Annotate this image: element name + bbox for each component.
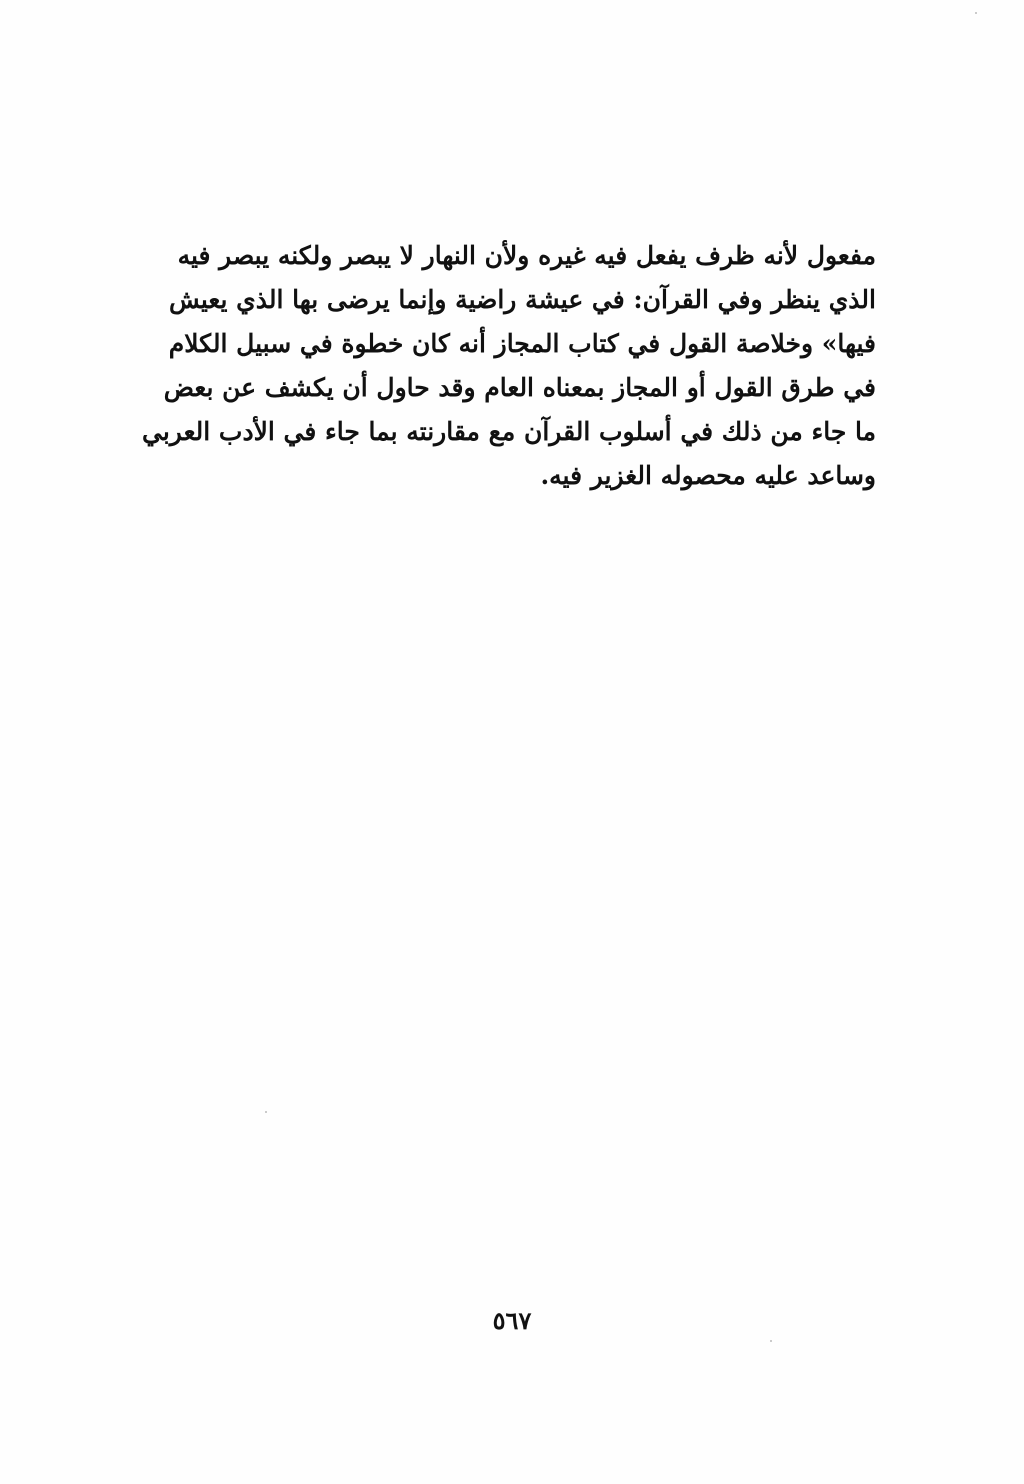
body-line-4: في طرق القول أو المجاز بمعناه العام وقد حاول أن يكشف عن بعض — [163, 373, 876, 402]
body-line-6: وساعد عليه محصوله الغزير فيه. — [540, 461, 876, 490]
body-line-2: الذي ينظر وفي القرآن: في عيشة راضية وإنما يرضى بها الذي يعيش — [169, 285, 876, 314]
scan-speck — [770, 1340, 772, 1342]
body-text — [142, 234, 876, 498]
scan-speck — [975, 12, 977, 14]
body-line-3: فيها» وخلاصة القول في كتاب المجاز أنه كان خطوة في سبيل الكلام — [168, 329, 876, 358]
scan-speck — [265, 1111, 267, 1113]
page-number: ٥٦٧ — [492, 1306, 532, 1335]
body-line-1: مفعول لأنه ظرف يفعل فيه غيره ولأن النهار لا يبصر ولكنه يبصر فيه — [177, 241, 876, 270]
body-line-5: ما جاء من ذلك في أسلوب القرآن مع مقارنته بما جاء في الأدب العربي — [142, 417, 876, 446]
